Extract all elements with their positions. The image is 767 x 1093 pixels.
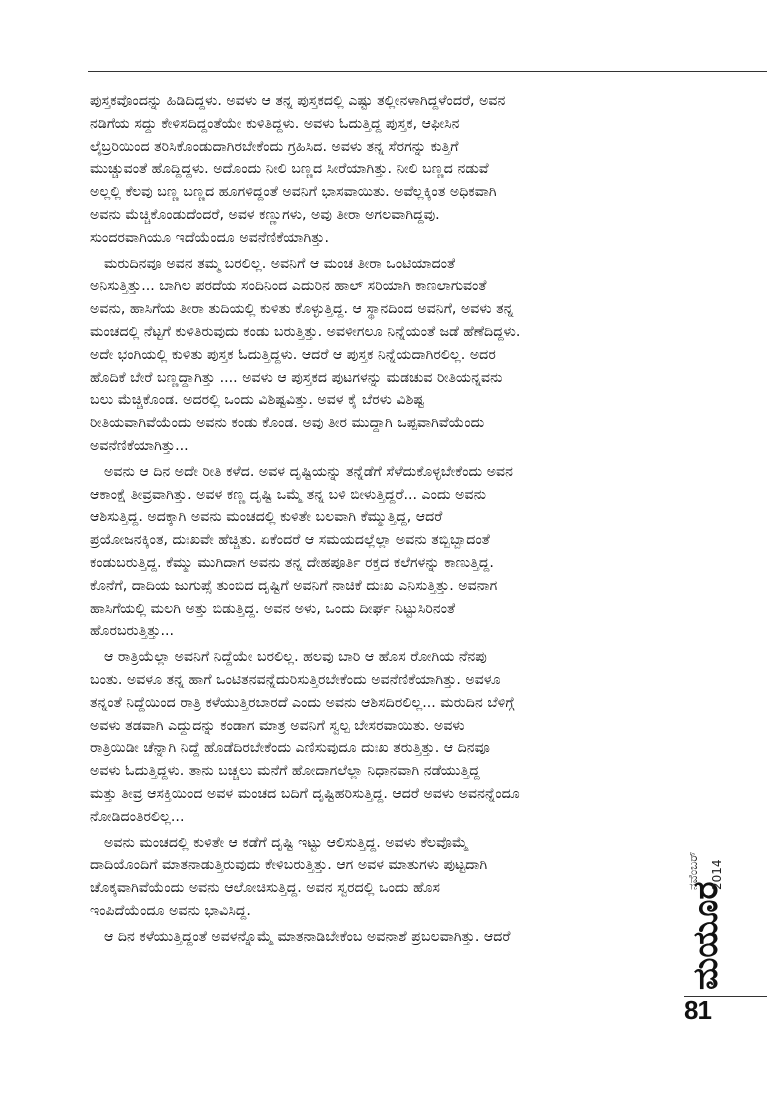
text-line: ಇಂಪಿದೆಯೆಂದೂ ಅವನು ಭಾವಿಸಿದ್ದ. [90, 902, 251, 919]
text-line: ಅವನು ಆ ದಿನ ಅದೇ ರೀತಿ ಕಳೆದ. ಅವಳ ದೃಷ್ಟಿಯನ್ನು ತನ್ನೆಡೆಗೆ ಸೆಳೆದುಕೊಳ್ಳಬೇಕೆಂದು ಅವನ [104, 463, 514, 480]
text-line: ಆಕಾಂಕ್ಷೆ ತೀವ್ರವಾಗಿತ್ತು. ಅವಳ ಕಣ್ಣ ದೃಷ್ಟಿ ಒಮ್ಮೆ ತನ್ನ ಬಳಿ ಬೀಳುತ್ತಿದ್ದರೆ... ಎಂದು ಅವನು [90, 486, 486, 503]
text-line: ಅವಳು ಓದುತ್ತಿದ್ದಳು. ತಾನು ಬಚ್ಚಲು ಮನೆಗೆ ಹೋದಾಗಲೆಲ್ಲಾ ನಿಧಾನವಾಗಿ ನಡೆಯುತ್ತಿದ್ದ [90, 763, 480, 780]
page-number: 81 [684, 995, 711, 1025]
text-line: ಕಂಡುಬರುತ್ತಿದ್ದ. ಕೆಮ್ಮು ಮುಗಿದಾಗ ಅವನು ತನ್ನ ದೇಹಪೂರ್ತಿ ರಕ್ತದ ಕಲೆಗಳನ್ನು ಕಾಣುತ್ತಿದ್ದ. [90, 554, 494, 571]
text-line: ಪ್ರಯೋಜನಕ್ಕಿಂತ, ದುಃಖವೇ ಹೆಚ್ಚಿತು. ಏಕೆಂದರೆ ಆ ಸಮಯದಲ್ಲೆಲ್ಲಾ ಅವನು ತಬ್ಬಿಬ್ಬಾದಂತೆ [90, 532, 490, 549]
text-line: ಲೈಬ್ರರಿಯಿಂದ ತರಿಸಿಕೊಂಡುದಾಗಿರಬೇಕೆಂದು ಗ್ರಹಿಸಿದ. ಅವಳು ತನ್ನ ಸೆರಗನ್ನು ಕುತ್ತಿಗೆ [90, 138, 459, 155]
header-rule [88, 71, 767, 72]
text-line: ಮುಚ್ಚುವಂತೆ ಹೊದ್ದಿದ್ದಳು. ಅದೊಂದು ನೀಲಿ ಬಣ್ಣದ ಸೀರೆಯಾಗಿತ್ತು. ನೀಲಿ ಬಣ್ಣದ ನಡುವೆ [90, 161, 489, 178]
text-line: ಬಲು ಮೆಚ್ಚಿಕೊಂಡ. ಅದರಲ್ಲಿ ಒಂದು ವಿಶಿಷ್ಟವಿತ್ತು. ಅವಳ ಕೈ ಬೆರಳು ವಿಶಿಷ್ಟ [90, 392, 425, 409]
text-line: ಮತ್ತು ತೀವ್ರ ಆಸಕ್ತಿಯಿಂದ ಅವಳ ಮಂಚದ ಬದಿಗೆ ದೃಷ್ಟಿಹರಿಸುತ್ತಿದ್ದ. ಆದರೆ ಅವಳು ಅವನನ್ನೆಂದೂ [90, 785, 520, 802]
magazine-masthead: ಮಯೂರ [686, 881, 726, 990]
text-line: ಅಲ್ಲಲ್ಲಿ ಕೆಲವು ಬಣ್ಣ ಬಣ್ಣದ ಹೂಗಳಿದ್ದಂತೆ ಅವನಿಗೆ ಭಾಸವಾಯಿತು. ಅವೆಲ್ಲಕ್ಕಿಂತ ಅಧಿಕವಾಗಿ [90, 184, 497, 201]
text-line: ಹಾಸಿಗೆಯಲ್ಲಿ ಮಲಗಿ ಅತ್ತು ಬಿಡುತ್ತಿದ್ದ. ಅವನ ಅಳು, ಒಂದು ದೀರ್ಘ ನಿಟ್ಟುಸಿರಿನಂತೆ [90, 600, 456, 617]
text-line: ಆ ದಿನ ಕಳೆಯುತ್ತಿದ್ದಂತೆ ಅವಳನ್ನೊಮ್ಮೆ ಮಾತನಾಡಿಬೇಕೆಂಬ ಅವನಾಶೆ ಪ್ರಬಲವಾಗಿತ್ತು. ಆದರೆ [104, 928, 511, 945]
text-line: ಅವನು ಮಂಚದಲ್ಲಿ ಕುಳಿತೇ ಆ ಕಡೆಗೆ ದೃಷ್ಟಿ ಇಟ್ಟು ಆಲಿಸುತ್ತಿದ್ದ. ಅವಳು ಕೆಲವೊಮ್ಮೆ [104, 834, 468, 851]
text-line: ಕೊನೆಗೆ, ದಾದಿಯ ಜುಗುಪ್ಸೆ ತುಂಬಿದ ದೃಷ್ಟಿಗೆ ಅವನಿಗೆ ನಾಚಿಕೆ ದುಃಖ ಎನಿಸುತ್ತಿತ್ತು. ಅವನಾಗ [90, 577, 498, 594]
text-line: ಮರುದಿನವೂ ಅವನ ತಮ್ಮ ಬರಲಿಲ್ಲ. ಅವನಿಗೆ ಆ ಮಂಚ ತೀರಾ ಒಂಟಿಯಾದಂತೆ [104, 255, 456, 272]
text-line: ಅನಿಸುತ್ತಿತ್ತು... ಬಾಗಿಲ ಪರದೆಯ ಸಂದಿನಿಂದ ಎದುರಿನ ಹಾಲ್ ಸರಿಯಾಗಿ ಕಾಣಲಾಗುವಂತೆ [90, 278, 487, 295]
magazine-sidebar [686, 840, 726, 990]
text-line: ಸುಂದರವಾಗಿಯೂ ಇದೆಯೆಂದೂ ಅವನೆಣಿಕೆಯಾಗಿತ್ತು. [90, 229, 329, 246]
article-body [90, 90, 670, 948]
text-line: ಚೊಕ್ಕವಾಗಿವೆಯೆಂದು ಅವನು ಆಲೋಚಿಸುತ್ತಿದ್ದ. ಅವನ ಸ್ವರದಲ್ಲಿ ಒಂದು ಹೊಸ [90, 880, 441, 897]
text-line: ಆಶಿಸುತ್ತಿದ್ದ. ಅದಕ್ಕಾಗಿ ಅವನು ಮಂಚದಲ್ಲಿ ಕುಳಿತೇ ಬಲವಾಗಿ ಕೆಮ್ಮುತ್ತಿದ್ದ, ಆದರೆ [90, 509, 443, 526]
issue-year: 2014 [710, 859, 724, 890]
text-line: ಅವಳು ತಡವಾಗಿ ಎದ್ದುದನ್ನು ಕಂಡಾಗ ಮಾತ್ರ ಅವನಿಗೆ ಸ್ವಲ್ಪ ಬೇಸರವಾಯಿತು. ಅವಳು [90, 717, 465, 734]
text-line: ದಾದಿಯೊಂದಿಗೆ ಮಾತನಾಡುತ್ತಿರುವುದು ಕೇಳಿಬರುತ್ತಿತ್ತು. ಆಗ ಅವಳ ಮಾತುಗಳು ಪುಟ್ಟದಾಗಿ [90, 857, 488, 874]
text-line: ಆ ರಾತ್ರಿಯೆಲ್ಲಾ ಅವನಿಗೆ ನಿದ್ದೆಯೇ ಬರಲಿಲ್ಲ. ಹಲವು ಬಾರಿ ಆ ಹೊಸ ರೋಗಿಯ ನೆನಪು [104, 649, 487, 666]
text-line: ರಾತ್ರಿಯಿಡೀ ಚೆನ್ನಾಗಿ ನಿದ್ದೆ ಹೊಡೆದಿರಬೇಕೆಂದು ಎಣಿಸುವುದೂ ದುಃಖ ತರುತ್ತಿತ್ತು. ಆ ದಿನವೂ [90, 740, 490, 757]
text-line: ಅವನು ಮೆಚ್ಚಿಕೊಂಡುದೆಂದರೆ, ಅವಳ ಕಣ್ಣುಗಳು, ಅವು ತೀರಾ ಅಗಲವಾಗಿದ್ದವು. [90, 206, 440, 223]
text-line: ಹೊರಬರುತ್ತಿತ್ತು... [90, 623, 175, 640]
issue-month: ನವೆಂಬರ್ [686, 851, 700, 890]
text-line: ಹೊದಿಕೆ ಬೇರೆ ಬಣ್ಣದ್ದಾಗಿತ್ತು .... ಅವಳು ಆ ಪುಸ್ತಕದ ಪುಟಗಳನ್ನು ಮಡಚುವ ರೀತಿಯನ್ನವನು [90, 369, 503, 386]
text-line: ಪುಸ್ತಕವೊಂದನ್ನು ಹಿಡಿದಿದ್ದಳು. ಅವಳು ಆ ತನ್ನ ಪುಸ್ತಕದಲ್ಲಿ ಎಷ್ಟು ತಲ್ಲೀನಳಾಗಿದ್ದಳೆಂದರೆ, ಅವನ [90, 93, 506, 109]
text-line: ಅವನು, ಹಾಸಿಗೆಯ ತೀರಾ ತುದಿಯಲ್ಲಿ ಕುಳಿತು ಕೊಳ್ಳುತ್ತಿದ್ದ. ಆ ಸ್ಥಾನದಿಂದ ಅವನಿಗೆ, ಅವಳು ತನ್ನ [90, 301, 514, 318]
text-line: ಅದೇ ಭಂಗಿಯಲ್ಲಿ ಕುಳಿತು ಪುಸ್ತಕ ಓದುತ್ತಿದ್ದಳು. ಆದರೆ ಆ ಪುಸ್ತಕ ನಿನ್ನೆಯದಾಗಿರಲಿಲ್ಲ. ಅದರ [90, 346, 496, 363]
text-line: ನೋಡಿದಂತಿರಲಿಲ್ಲ... [90, 808, 185, 825]
text-line: ತನ್ನಂತೆ ನಿದ್ದೆಯಿಂದ ರಾತ್ರಿ ಕಳೆಯುತ್ತಿರಬಾರದೆ ಎಂದು ಅವನು ಆಶಿಸದಿರಲಿಲ್ಲ... ಮರುದಿನ ಬೆಳಿಗ್ಗೆ [90, 694, 515, 711]
text-line: ರೀತಿಯವಾಗಿವೆಯೆಂದು ಅವನು ಕಂಡು ಕೊಂಡ. ಅವು ತೀರ ಮುದ್ದಾಗಿ ಒಪ್ಪವಾಗಿವೆಯೆಂದು [90, 415, 485, 432]
text-line: ಅವನೆಣಿಕೆಯಾಗಿತ್ತು... [90, 437, 189, 454]
text-line: ಬಂತು. ಅವಳೂ ತನ್ನ ಹಾಗೆ ಒಂಟಿತನವನ್ನೆದುರಿಸುತ್ತಿರಬೇಕೆಂದು ಅವನೆಣಿಕೆಯಾಗಿತ್ತು. ಅವಳೂ [90, 671, 501, 688]
text-line: ನಡಿಗೆಯ ಸದ್ದು ಕೇಳಿಸದಿದ್ದಂತೆಯೇ ಕುಳಿತಿದ್ದಳು. ಅವಳು ಓದುತ್ತಿದ್ದ ಪುಸ್ತಕ, ಆಫೀಸಿನ [90, 115, 460, 132]
text-line: ಮಂಚದಲ್ಲಿ ನೆಟ್ಟಗೆ ಕುಳಿತಿರುವುದು ಕಂಡು ಬರುತ್ತಿತ್ತು. ಅವಳೀಗಲೂ ನಿನ್ನೆಯಂತೆ ಜಡೆ ಹೆಣೆದಿದ್ದಳು. [90, 323, 521, 340]
